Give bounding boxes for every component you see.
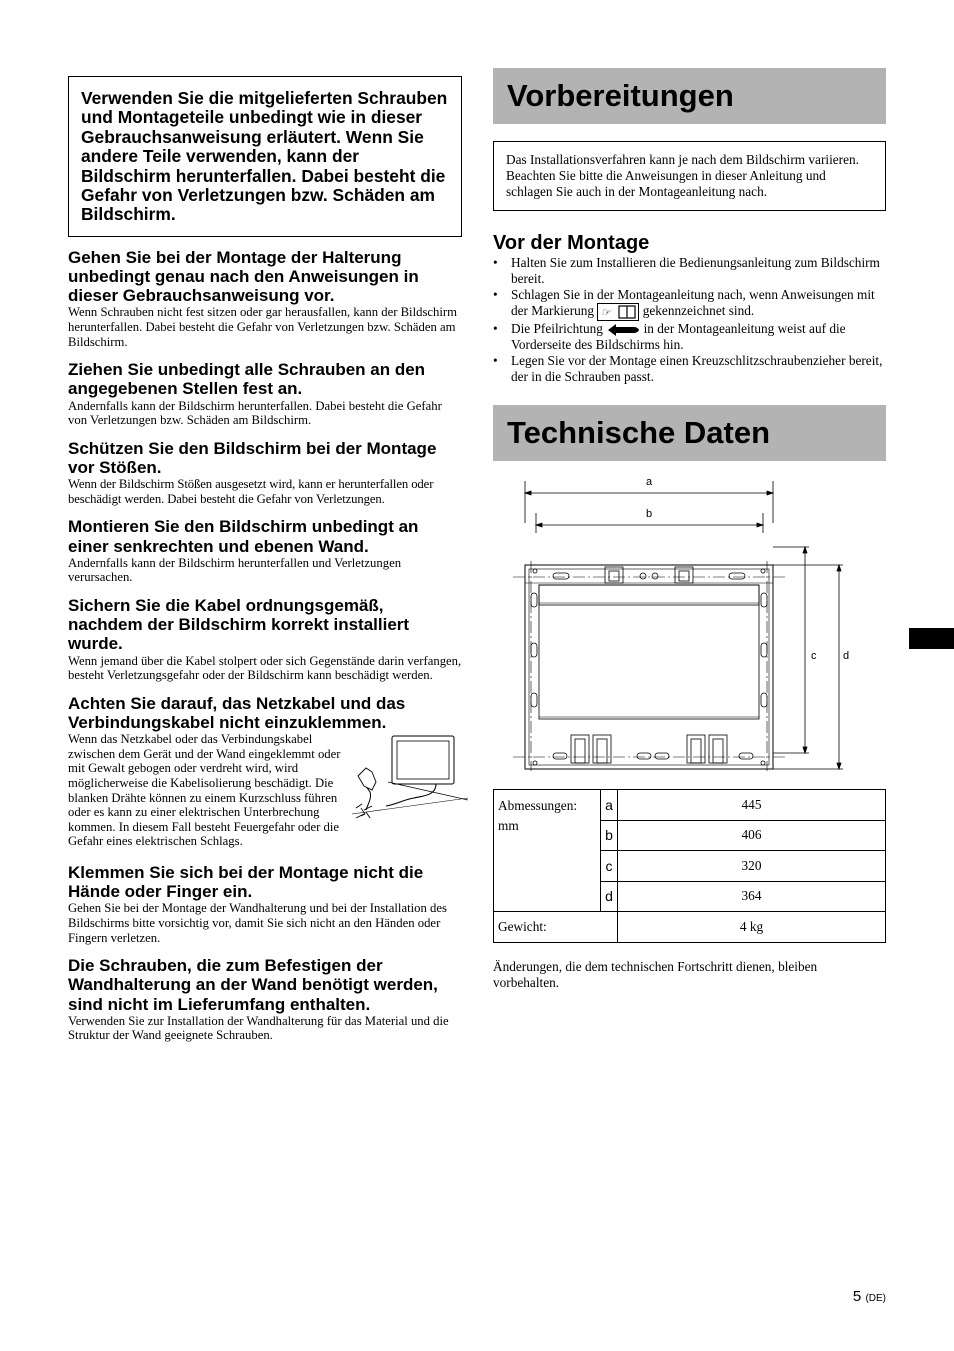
table-key: d [601,881,618,912]
section-anweisungen [68,248,462,349]
section-title: Montieren Sie den Bildschirm unbedingt an einer senkrechten und ebenen Wand. [68,517,419,556]
cable-pinch-illustration [352,734,468,826]
page-number: 5 (DE) [852,1288,886,1305]
section-lieferumfang [68,956,462,1043]
section-title: Schützen Sie den Bildschirm bei der Montage vor Stößen. [68,438,437,478]
list-item: • Legen Sie vor der Montage einen Kreuzschlitzschraubenzieher bereit, der in die Schrauben passt. [493,353,883,384]
section-body: Andernfalls kann der Bildschirm herunterfallen. Dabei besteht die Gefahr von Verletzungen bzw. Schäden am Bildschirm. [68,398,442,428]
section-kabel-einklemmen [68,694,462,849]
section-body: Wenn das Netzkabel oder das Verbindungskabel zwischen dem Gerät und der Wand eingeklemmt oder mit Gewalt gebogen oder verdreht wird, wird möglicherweise die Kabelisolierung beschädigt. Die blanken Drähte können zu einem Kurzschluss führen oder es kann zu einer elektrischen Unterbrechung kommen. In diesem Fall besteht Feuergefahr oder die Gefahr eines elektrischen Schlags. [68,732,341,849]
table-value: 406 [618,820,886,851]
dimensions-label-cell: Abmessungen: mm [494,790,601,912]
table-value: 320 [618,851,886,882]
section-body: Verwenden Sie zur Installation der Wandhalterung für das Material und die Struktur der Wand geeignete Schrauben. [68,1013,449,1043]
section-body: Wenn jemand über die Kabel stolpert oder sich Gegenstände darin verfangen, besteht Verletzungsgefahr oder der Bildschirm kann beschädigt werden. [68,653,462,683]
section-title: Ziehen Sie unbedingt alle Schrauben an den angegebenen Stellen fest an. [68,360,426,399]
arrow-left-icon [606,323,640,337]
section-title: Sichern Sie die Kabel ordnungsgemäß, nachdem der Bildschirm korrekt installiert wurde. [68,596,410,654]
technische-daten-banner [493,405,886,461]
weight-value: 4 kg [618,912,886,943]
dim-label-d: d [843,650,850,662]
vor-der-montage-list [493,255,886,385]
svg-text:☞: ☞ [601,307,612,319]
left-column [68,76,462,1043]
table-value: 364 [618,881,886,912]
section-title: Achten Sie darauf, das Netzkabel und das Verbindungskabel nicht einzuklemmen. [68,693,406,733]
list-item: • Schlagen Sie in der Montageanleitung nach, wenn Anweisungen mit der Markierung ☞ gekennzeichnet sind. [493,287,875,319]
section-body: Gehen Sie bei der Montage der Wandhalterung und bei der Installation des Bildschirms bitte vorsichtig vor, damit Sie sich nicht an den Händen oder Fingern verletzen. [68,901,447,945]
dim-label-a: a [646,476,653,488]
vorbereitungen-title: Vorbereitungen [507,78,734,113]
list-item: • Die Pfeilrichtung in der Montageanleitung weist auf die Vorderseite des Bildschirms hin. [493,321,846,352]
vorbereitungen-banner [493,68,886,124]
warning-text: Verwenden Sie die mitgelieferten Schrauben und Montageteile unbedingt wie in dieser Gebrauchsanweisung erläutert. Wenn Sie andere Teile verwenden, kann der Bildschirm herunterfallen. Dabei besteht die Gefahr von Verletzungen bzw. Schäden am Bildschirm. [81,88,448,225]
dim-label-b: b [646,508,653,520]
dim-label-c: c [811,650,817,662]
vor-der-montage-title: Vor der Montage [493,232,650,254]
section-title: Klemmen Sie sich bei der Montage nicht die Hände oder Finger ein. [68,862,424,902]
note-box [493,141,886,211]
table-key: c [601,851,618,882]
weight-label: Gewicht: [494,912,618,943]
section-wand [68,517,462,585]
section-title: Gehen Sie bei der Montage der Halterung unbedingt genau nach den Anweisungen in dieser Gebrauchsanweisung vor. [68,247,419,306]
section-schrauben [68,360,462,428]
manual-reference-icon [597,303,639,321]
table-row [494,912,886,943]
warning-box [68,76,462,237]
table-value: 445 [618,790,886,821]
footnote: Änderungen, die dem technischen Fortschritt dienen, bleiben vorbehalten. [493,958,818,990]
section-body: Wenn der Bildschirm Stößen ausgesetzt wird, kann er herunterfallen oder beschädigt werden. Dabei besteht die Gefahr von Verletzungen. [68,477,434,506]
section-kabel-sichern [68,596,462,683]
section-title: Die Schrauben, die zum Befestigen der Wandhalterung an der Wand benötigt werden, sind nicht im Lieferumfang enthalten. [68,956,438,1014]
bracket-dimension-diagram [493,473,886,771]
right-column [493,68,886,991]
section-haende [68,863,462,945]
table-row [494,790,886,821]
side-tab-marker [909,628,954,649]
spec-table [493,789,886,943]
note-text: Das Installationsverfahren kann je nach dem Bildschirm variieren. Beachten Sie bitte die Anweisungen in dieser Anleitung und schlagen Sie auch in der Montageanleitung nach. [506,152,859,199]
table-key: a [601,790,618,821]
technische-daten-title: Technische Daten [507,415,771,450]
section-body: Wenn Schrauben nicht fest sitzen oder gar herausfallen, kann der Bildschirm herunterfallen. Dabei besteht die Gefahr von Verletzungen bzw. Schäden am Bildschirm. [68,305,457,349]
list-item: • Halten Sie zum Installieren die Bedienungsanleitung zum Bildschirm bereit. [493,255,880,286]
section-stoesse [68,439,462,507]
table-key: b [601,820,618,851]
section-body: Andernfalls kann der Bildschirm herunterfallen und Verletzungen verursachen. [68,555,402,585]
